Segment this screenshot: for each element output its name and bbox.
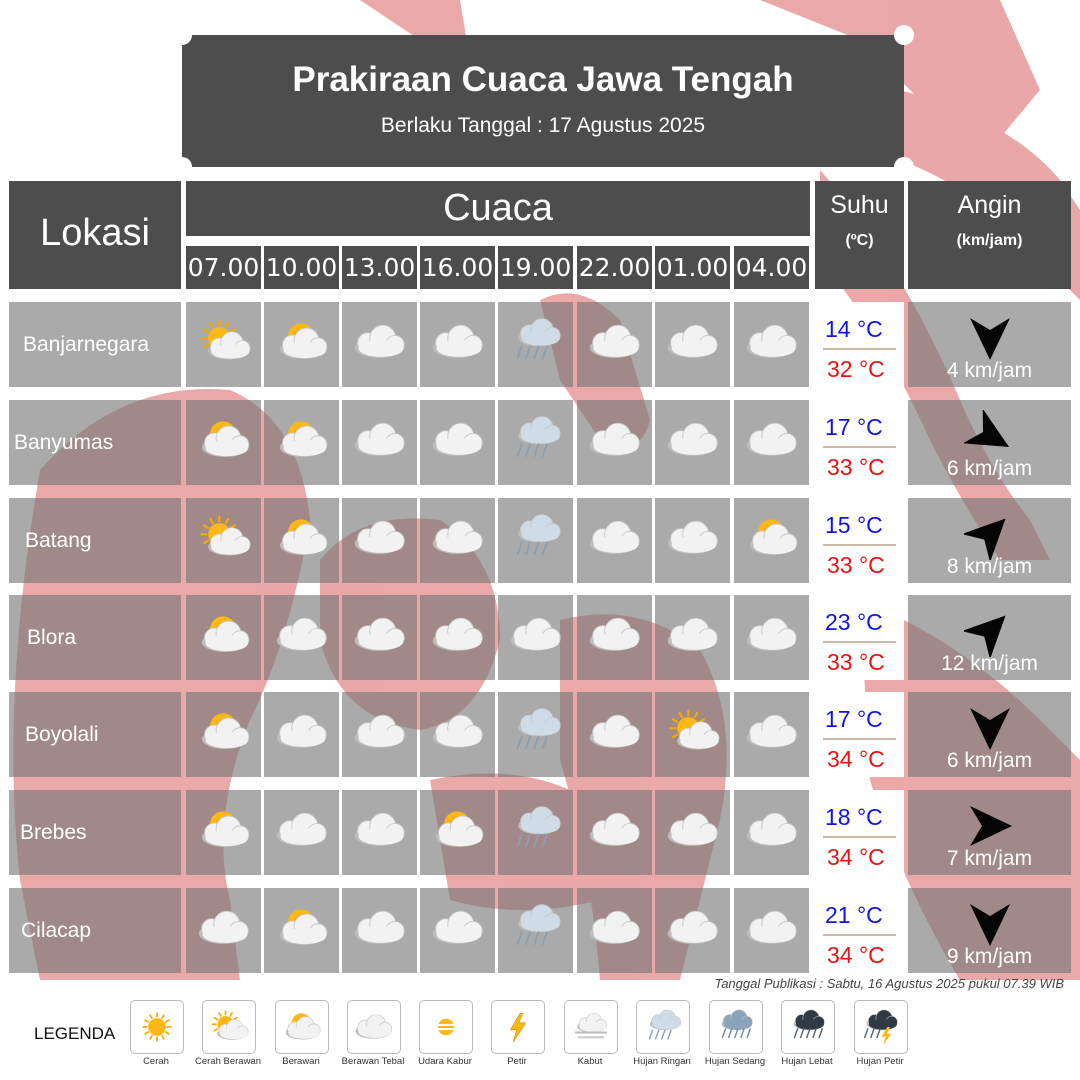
legend-cerah-icon — [130, 1000, 184, 1054]
legend-item-label: Hujan Petir — [856, 1056, 904, 1067]
berawan-tebal-icon — [660, 900, 726, 961]
weather-cell — [577, 692, 652, 777]
time-header: 13.00 — [342, 246, 417, 289]
banner-notch — [172, 25, 192, 45]
wind-cell — [908, 790, 1071, 875]
weather-cell — [186, 595, 261, 680]
berawan-tebal-icon — [347, 607, 413, 668]
weather-cell — [577, 302, 652, 387]
weather-cell — [342, 692, 417, 777]
temperature-cell — [815, 790, 904, 875]
weather-cell — [577, 400, 652, 485]
temperature-divider — [823, 641, 896, 643]
temperature-unit: (ºC) — [845, 232, 874, 249]
weather-cell — [734, 302, 809, 387]
berawan-tebal-icon — [347, 314, 413, 375]
temperature-min: 17 °C — [825, 414, 883, 440]
berawan-tebal-icon — [660, 412, 726, 473]
berawan-tebal-icon — [269, 704, 335, 765]
location-cell: Cilacap — [9, 888, 181, 973]
weather-cell — [420, 790, 495, 875]
legend-berawan-tebal-icon — [347, 1000, 401, 1054]
berawan-icon — [191, 704, 257, 765]
weather-cell — [420, 692, 495, 777]
legend-item-label: Cerah — [143, 1056, 169, 1067]
weather-cell — [342, 302, 417, 387]
legend-item-label: Hujan Ringan — [633, 1056, 691, 1067]
weather-cell — [264, 790, 339, 875]
wind-speed: 8 km/jam — [946, 555, 1033, 578]
berawan-tebal-icon — [660, 802, 726, 863]
weather-cell — [655, 400, 730, 485]
berawan-tebal-icon — [269, 607, 335, 668]
legend-label: LEGENDA — [34, 1024, 116, 1043]
berawan-tebal-icon — [269, 802, 335, 863]
weather-cell — [734, 888, 809, 973]
legend-hujan-lebat-icon — [781, 1000, 835, 1054]
banner-notch — [894, 157, 914, 177]
berawan-icon — [191, 802, 257, 863]
temperature-cell — [815, 400, 904, 485]
weather-cell — [498, 400, 573, 485]
berawan-tebal-icon — [503, 607, 569, 668]
weather-cell — [655, 302, 730, 387]
temperature-cell — [815, 595, 904, 680]
weather-cell — [420, 595, 495, 680]
weather-cell — [655, 692, 730, 777]
cerah-berawan-icon — [191, 510, 257, 571]
weather-cell — [264, 692, 339, 777]
wind-header — [908, 181, 1071, 289]
weather-cell — [577, 888, 652, 973]
temperature-divider — [823, 934, 896, 936]
weather-cell — [186, 888, 261, 973]
time-header: 22.00 — [577, 246, 652, 289]
berawan-tebal-icon — [582, 704, 648, 765]
location-cell: Brebes — [9, 790, 181, 875]
temperature-header-label: Suhu — [830, 191, 889, 219]
weather-cell — [264, 595, 339, 680]
berawan-tebal-icon — [582, 314, 648, 375]
temperature-divider — [823, 544, 896, 546]
berawan-tebal-icon — [739, 607, 805, 668]
wind-unit: (km/jam) — [956, 232, 1023, 249]
weather-cell — [420, 302, 495, 387]
weather-cell — [498, 302, 573, 387]
temperature-max: 34 °C — [827, 746, 885, 772]
berawan-icon — [269, 900, 335, 961]
hujan-ringan-icon — [503, 412, 569, 473]
banner-notch — [172, 157, 192, 177]
location-cell: Batang — [9, 498, 181, 583]
weather-cell — [655, 888, 730, 973]
legend-kabut-icon — [564, 1000, 618, 1054]
berawan-tebal-icon — [425, 412, 491, 473]
wind-cell — [908, 888, 1071, 973]
page-subtitle: Berlaku Tanggal : 17 Agustus 2025 — [380, 114, 706, 137]
hujan-ringan-icon — [503, 510, 569, 571]
legend-item-label: Berawan Tebal — [341, 1056, 405, 1067]
berawan-icon — [191, 607, 257, 668]
berawan-tebal-icon — [347, 412, 413, 473]
location-cell: Banjarnegara — [9, 302, 181, 387]
berawan-icon — [269, 314, 335, 375]
weather-cell — [498, 692, 573, 777]
time-header: 04.00 — [734, 246, 809, 289]
berawan-tebal-icon — [425, 607, 491, 668]
berawan-tebal-icon — [739, 412, 805, 473]
weather-cell — [264, 400, 339, 485]
weather-cell — [342, 498, 417, 583]
legend-petir-icon — [491, 1000, 545, 1054]
legend-item-label: Udara Kabur — [418, 1056, 472, 1067]
location-cell: Blora — [9, 595, 181, 680]
wind-speed: 4 km/jam — [946, 359, 1033, 382]
berawan-tebal-icon — [739, 802, 805, 863]
weather-cell — [734, 595, 809, 680]
temperature-cell — [815, 692, 904, 777]
legend-item-label: Hujan Lebat — [781, 1056, 833, 1067]
wind-cell — [908, 400, 1071, 485]
legend-item-label: Berawan — [282, 1056, 320, 1067]
berawan-tebal-icon — [739, 900, 805, 961]
weather-cell — [498, 498, 573, 583]
weather-cell — [420, 888, 495, 973]
wind-header-label: Angin — [957, 191, 1022, 219]
temperature-max: 34 °C — [827, 942, 885, 968]
temperature-min: 23 °C — [825, 609, 883, 635]
weather-cell — [186, 790, 261, 875]
publication-date: Tanggal Publikasi : Sabtu, 16 Agustus 2025 pukul 07.39 WIB — [714, 976, 1064, 991]
legend-berawan-icon — [275, 1000, 329, 1054]
wind-speed: 12 km/jam — [941, 652, 1038, 675]
temperature-min: 17 °C — [825, 706, 883, 732]
wind-speed: 9 km/jam — [946, 945, 1033, 968]
weather-cell — [577, 498, 652, 583]
berawan-tebal-icon — [739, 704, 805, 765]
wind-cell — [908, 595, 1071, 680]
temperature-max: 32 °C — [827, 356, 885, 382]
temperature-divider — [823, 738, 896, 740]
weather-cell — [655, 790, 730, 875]
legend-item-label: Petir — [507, 1056, 527, 1067]
weather-cell — [655, 498, 730, 583]
hujan-ringan-icon — [503, 802, 569, 863]
weather-cell — [498, 790, 573, 875]
location-cell: Banyumas — [9, 400, 181, 485]
time-header: 01.00 — [655, 246, 730, 289]
weather-cell — [734, 498, 809, 583]
temperature-cell — [815, 888, 904, 973]
weather-cell — [342, 595, 417, 680]
berawan-tebal-icon — [582, 510, 648, 571]
banner-notch — [894, 25, 914, 45]
berawan-tebal-icon — [347, 510, 413, 571]
temperature-max: 33 °C — [827, 552, 885, 578]
temperature-max: 33 °C — [827, 454, 885, 480]
weather-cell — [264, 888, 339, 973]
legend-item-label: Kabut — [577, 1056, 603, 1067]
berawan-tebal-icon — [739, 314, 805, 375]
weather-cell — [342, 400, 417, 485]
berawan-tebal-icon — [660, 314, 726, 375]
weather-cell — [577, 790, 652, 875]
temperature-min: 15 °C — [825, 512, 883, 538]
weather-cell — [264, 498, 339, 583]
weather-cell — [186, 692, 261, 777]
temperature-divider — [823, 348, 896, 350]
wind-speed: 6 km/jam — [946, 749, 1033, 772]
wind-cell — [908, 498, 1071, 583]
berawan-tebal-icon — [425, 510, 491, 571]
weather-cell — [734, 692, 809, 777]
legend-hujan-ringan-icon — [636, 1000, 690, 1054]
weather-cell — [420, 400, 495, 485]
berawan-tebal-icon — [425, 900, 491, 961]
berawan-tebal-icon — [582, 607, 648, 668]
temperature-max: 33 °C — [827, 649, 885, 675]
hujan-ringan-icon — [503, 900, 569, 961]
temperature-divider — [823, 446, 896, 448]
berawan-tebal-icon — [347, 900, 413, 961]
legend-cerah-berawan-icon — [202, 1000, 256, 1054]
weather-cell — [420, 498, 495, 583]
legend-hujan-sedang-icon — [709, 1000, 763, 1054]
time-header: 10.00 — [264, 246, 339, 289]
temperature-max: 34 °C — [827, 844, 885, 870]
berawan-tebal-icon — [582, 802, 648, 863]
temperature-header — [815, 181, 904, 289]
weather-cell — [342, 790, 417, 875]
weather-cell — [655, 595, 730, 680]
weather-cell — [342, 888, 417, 973]
cerah-berawan-icon — [660, 704, 726, 765]
time-header: 19.00 — [498, 246, 573, 289]
cerah-berawan-icon — [191, 314, 257, 375]
temperature-min: 14 °C — [825, 316, 883, 342]
weather-cell — [498, 595, 573, 680]
berawan-tebal-icon — [660, 510, 726, 571]
weather-cell — [186, 400, 261, 485]
berawan-icon — [269, 412, 335, 473]
wind-speed: 6 km/jam — [946, 457, 1033, 480]
weather-cell — [498, 888, 573, 973]
hujan-ringan-icon — [503, 314, 569, 375]
berawan-tebal-icon — [660, 607, 726, 668]
berawan-tebal-icon — [582, 412, 648, 473]
berawan-tebal-icon — [191, 900, 257, 961]
legend-item-label: Cerah Berawan — [194, 1056, 261, 1067]
weather-cell — [577, 595, 652, 680]
berawan-icon — [425, 802, 491, 863]
wind-cell — [908, 692, 1071, 777]
weather-cell — [734, 400, 809, 485]
berawan-icon — [269, 510, 335, 571]
legend-hujan-petir-icon — [854, 1000, 908, 1054]
weather-header: Cuaca — [186, 181, 810, 236]
legend-udara-kabur-icon — [419, 1000, 473, 1054]
temperature-cell — [815, 498, 904, 583]
temperature-divider — [823, 836, 896, 838]
berawan-tebal-icon — [582, 900, 648, 961]
time-header: 07.00 — [186, 246, 261, 289]
hujan-ringan-icon — [503, 704, 569, 765]
weather-cell — [734, 790, 809, 875]
wind-speed: 7 km/jam — [946, 847, 1033, 870]
berawan-icon — [739, 510, 805, 571]
time-header: 16.00 — [420, 246, 495, 289]
temperature-cell — [815, 302, 904, 387]
berawan-tebal-icon — [425, 704, 491, 765]
temperature-min: 21 °C — [825, 902, 883, 928]
weather-cell — [264, 302, 339, 387]
page-title: Prakiraan Cuaca Jawa Tengah — [292, 60, 794, 99]
berawan-tebal-icon — [347, 704, 413, 765]
location-header: Lokasi — [9, 181, 181, 289]
location-cell: Boyolali — [9, 692, 181, 777]
berawan-icon — [191, 412, 257, 473]
title-banner — [182, 35, 904, 167]
weather-cell — [186, 498, 261, 583]
temperature-min: 18 °C — [825, 804, 883, 830]
legend-item-label: Hujan Sedang — [704, 1056, 766, 1067]
weather-cell — [186, 302, 261, 387]
berawan-tebal-icon — [347, 802, 413, 863]
wind-cell — [908, 302, 1071, 387]
berawan-tebal-icon — [425, 314, 491, 375]
